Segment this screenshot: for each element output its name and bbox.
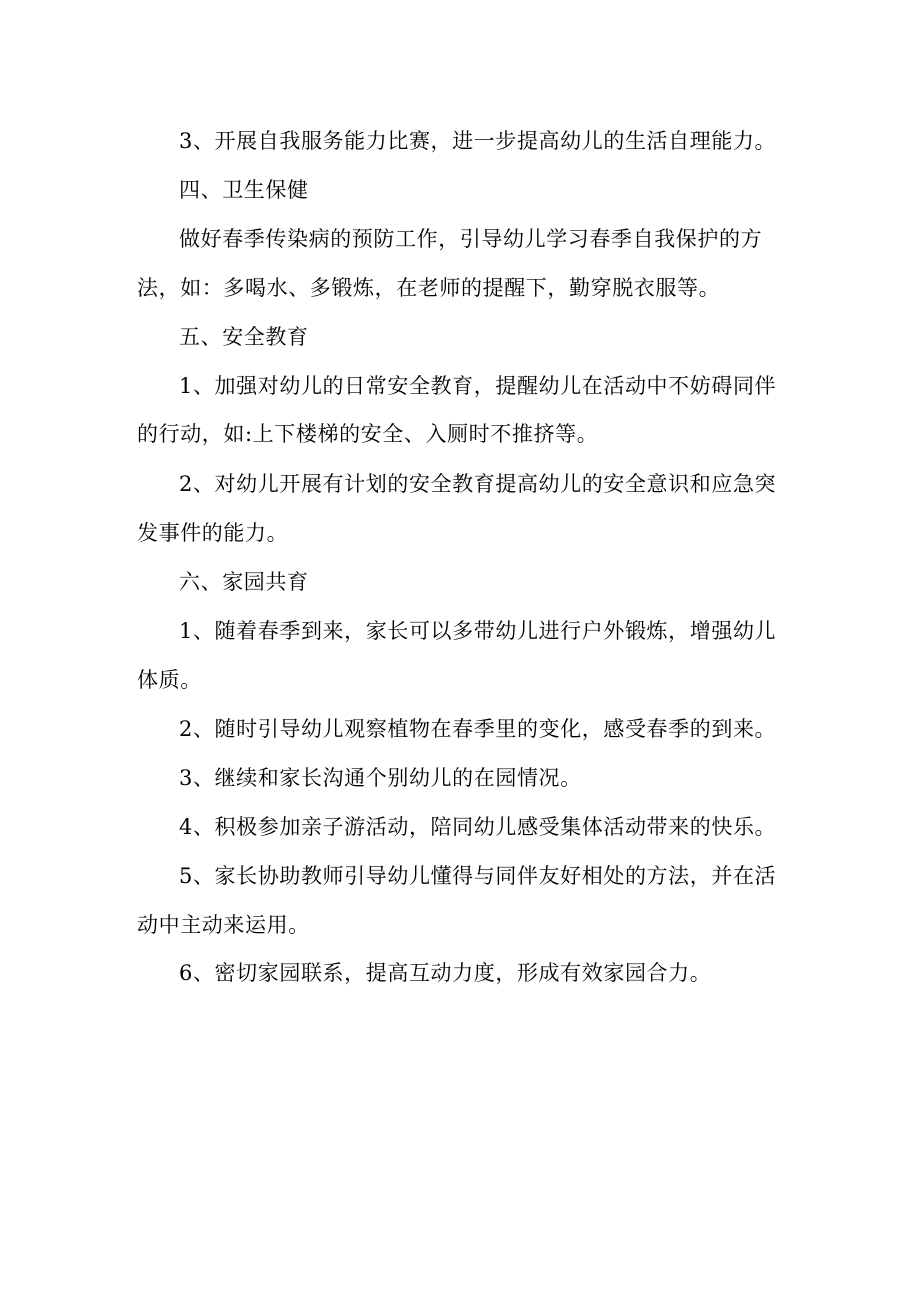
paragraph-line: 6、密切家园联系，提高互动力度，形成有效家园合力。 xyxy=(179,961,712,985)
section-heading: 五、安全教育 xyxy=(179,325,309,349)
section-heading: 六、家园共育 xyxy=(179,570,309,594)
paragraph-line: 法，如：多喝水、多锻炼，在老师的提醒下，勤穿脱衣服等。 xyxy=(137,276,721,300)
paragraph-line: 1、随着春季到来，家长可以多带幼儿进行户外锻炼，增强幼儿 xyxy=(179,619,777,643)
paragraph-line: 体质。 xyxy=(137,668,202,692)
paragraph-line: 发事件的能力。 xyxy=(137,521,289,545)
paragraph-line: 2、对幼儿开展有计划的安全教育提高幼儿的安全意识和应急突 xyxy=(179,472,777,496)
paragraph-line: 的行动，如:上下楼梯的安全、入厕时不推挤等。 xyxy=(137,422,599,446)
paragraph-line: 5、家长协助教师引导幼儿懂得与同伴友好相处的方法，并在活 xyxy=(179,864,777,888)
paragraph-line: 4、积极参加亲子游活动，陪同幼儿感受集体活动带来的快乐。 xyxy=(179,815,777,839)
paragraph-line: 1、加强对幼儿的日常安全教育，提醒幼儿在活动中不妨碍同伴 xyxy=(179,374,777,398)
paragraph-line: 动中主动来运用。 xyxy=(137,913,310,937)
paragraph-line: 2、随时引导幼儿观察植物在春季里的变化，感受春季的到来。 xyxy=(179,717,777,741)
paragraph-line: 做好春季传染病的预防工作，引导幼儿学习春季自我保护的方 xyxy=(179,227,763,251)
paragraph-line: 3、继续和家长沟通个别幼儿的在园情况。 xyxy=(179,766,582,790)
paragraph-line: 3、开展自我服务能力比赛，进一步提高幼儿的生活自理能力。 xyxy=(179,129,777,153)
section-heading: 四、卫生保健 xyxy=(179,178,309,202)
